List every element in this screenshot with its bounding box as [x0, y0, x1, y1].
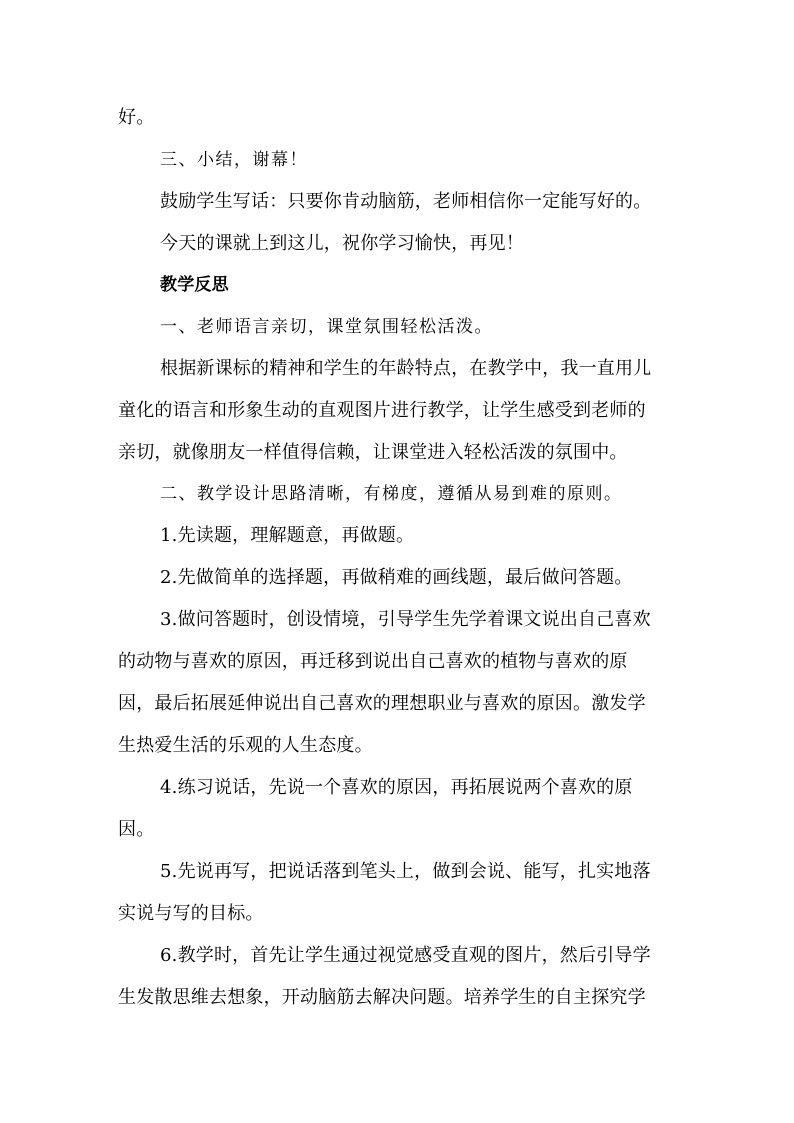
- list-item-continuation: 生热爱生活的乐观的人生态度。: [118, 735, 373, 756]
- subheading-two: 二、教学设计思路清晰，有梯度，遵循从易到难的原则。: [160, 484, 623, 504]
- paragraph-line: 今天的课就上到这儿，祝你学习愉快，再见！: [160, 233, 524, 254]
- paragraph-line: 亲切，就像朋友一样值得信赖，让课堂进入轻松活泼的氛围中。: [118, 442, 628, 463]
- list-item-continuation: 生发散思维去想象，开动脑筋去解决问题。培养学生的自主探究学: [118, 987, 646, 1008]
- paragraph-continuation: 好。: [118, 107, 155, 128]
- list-item-continuation: 因。: [118, 819, 155, 840]
- section-heading-summary: 三、小结，谢幕！: [160, 150, 308, 170]
- list-item: 6.教学时，首先让学生通过视觉感受直观的图片，然后引导学: [160, 945, 651, 966]
- subheading-one: 一、老师语言亲切，课堂氛围轻松活泼。: [160, 317, 493, 337]
- list-item-continuation: 实说与写的目标。: [118, 903, 264, 924]
- paragraph-line: 童化的语言和形象生动的直观图片进行教学，让学生感受到老师的: [118, 400, 646, 421]
- list-item: 4.练习说话，先说一个喜欢的原因，再拓展说两个喜欢的原: [160, 777, 633, 798]
- section-title-reflection: 教学反思: [160, 275, 229, 295]
- list-item: 1.先读题，理解题意，再做题。: [160, 525, 415, 546]
- list-item: 2.先做简单的选择题，再做稍难的画线题，最后做问答题。: [160, 567, 633, 588]
- list-item-continuation: 的动物与喜欢的原因，再迁移到说出自己喜欢的植物与喜欢的原: [118, 651, 628, 672]
- list-item-continuation: 因，最后拓展延伸说出自己喜欢的理想职业与喜欢的原因。激发学: [118, 693, 646, 714]
- list-item: 5.先说再写，把说话落到笔头上，做到会说、能写，扎实地落: [160, 861, 651, 882]
- paragraph-line: 根据新课标的精神和学生的年龄特点，在教学中，我一直用儿: [160, 358, 652, 379]
- paragraph-line: 鼓励学生写话：只要你肯动脑筋，老师相信你一定能写好的。: [160, 191, 652, 212]
- list-item: 3.做问答题时，创设情境，引导学生先学着课文说出自己喜欢: [160, 609, 651, 630]
